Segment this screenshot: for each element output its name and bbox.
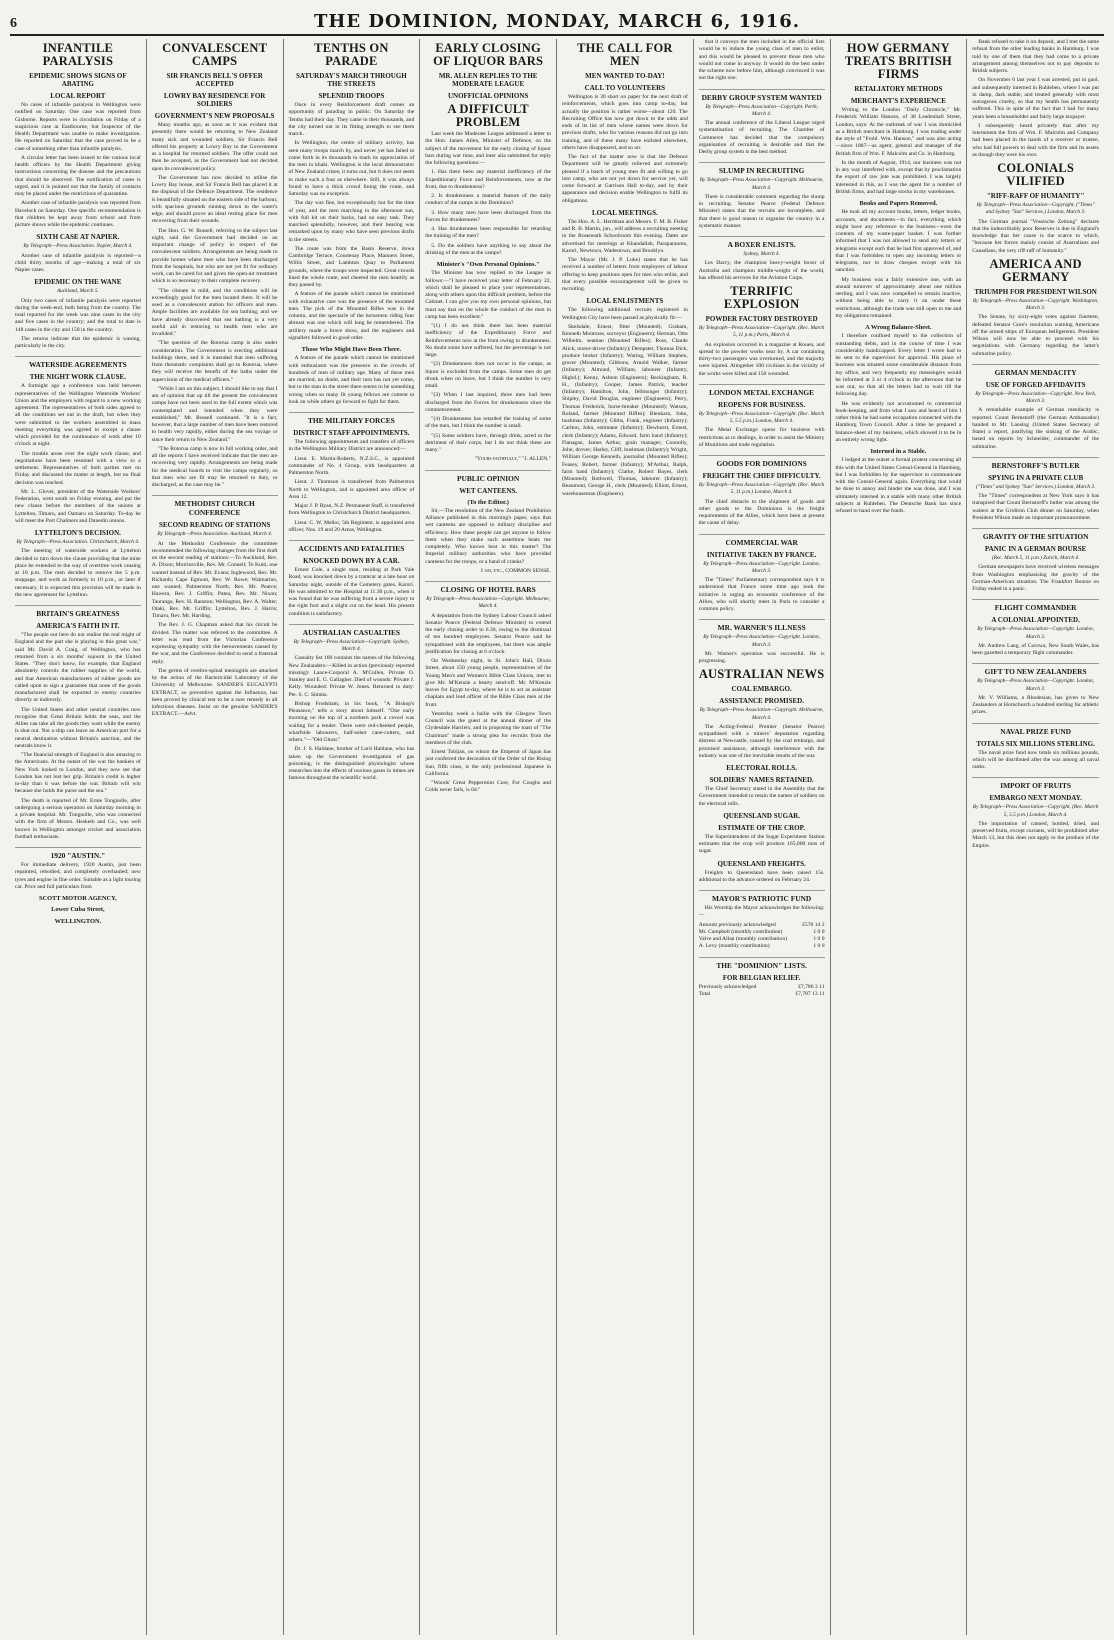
subheading: ASSISTANCE PROMISED. <box>719 697 804 706</box>
byline: By Telegraph—Press Association—Copyright. London, March 3. <box>703 634 821 648</box>
paragraph: The meeting of waterside workers at Lyttelton decided to turn down the clause providing that the mine place be extended to the way of overtime work ceasing at 10 p.m. The men decided to remove the 5 p.m. stoppage, and work as formerly to 10 p.m., or later if necessary. It is expected this provision will be made in the new agreement for Lyttelton. <box>15 548 141 598</box>
paragraph: A fortnight ago a conference was held between representatives of the Wellington Waterside Workers' Union and the employers with regard to a new working agreement. The representatives of both sides agreed to all the conditions set out in the draft, but when they were submitted to the workers assembled in mass meeting everything was agreed to except a clause which provided for the continuance of work after 10 o'clock at night. <box>15 383 141 448</box>
byline: By Telegraph—Press Association—Copyright. New York, March 3. <box>975 390 1097 404</box>
paragraph: A feature of the parade which cannot be mentioned with enthusiasm was the presence in the crowds of hundreds of men of military age. Many of these men are married, no doubt, and their turn has not yet come, but to the man in the street there seems to be something wrong when so many fit young fellows are content to look on while others go forward to fight for them. <box>288 355 415 405</box>
headline: CONVALESCENT CAMPS <box>162 41 268 68</box>
byline: By Telegraph—Press Association. Christchurch, March 4. <box>16 539 140 545</box>
section-heading: GOODS FOR DOMINIONS <box>699 455 825 468</box>
byline: By Telegraph—Press Association—Copyright. Melbourne, March 4. <box>699 707 824 721</box>
paragraph: At the Methodist Conference the committee recommended the following changes from the first draft on the second reading of stations:—To Auckland, Rev. A. Dixon; Morrinsville, Rev. Mr. Connell; Te Kuiti, one wanted instead of Rev. Mr. Evans; Inglewood, Rev. Mr. Richards; Cape Egmont, Rev. W. Rowe; Waimarino, one wanted; Palmerston North, Rev. Mr. Pearce; Hawera, Rev. J. Griffin; Patea, Rev. Mr. Nixon; Tauranga, Rev. H. Ranston; Wellington, Rev. A. Walter; Otaki, Rev. Mr. Griffin; Lyttelton, Rev. J. Harris; Timaru, Rev. Mr. Harding. <box>151 540 278 619</box>
paragraph: The following appointments and transfers of officers in the Wellington Military District are announced:— <box>288 439 415 453</box>
paragraph: I subsequently heard privately that after my internment the firm of Wm. F. Malcolm and Company had been placed in the hands of a receiver or trustee, who had full powers to deal with the firm and its assets as though they were his own. <box>972 122 1099 158</box>
paragraph: The trouble arose over the night work clause, and negotiations have been resumed with a view to a settlement. Representatives of both parties met on Friday and discussed the matter at length, but no final decision was reached. <box>15 450 141 486</box>
subheading: SIR FRANCIS BELL'S OFFER ACCEPTED <box>166 72 263 88</box>
table-row <box>699 991 825 998</box>
paragraph: My business was a fairly extensive one, with an annual turnover of approximately about one million sterling, and I was now compelled to remain inactive, without being able to carry it on under these restrictions, although the trade was still open to me and my obligations remained. <box>835 276 962 319</box>
paragraph: A circular letter has been issued to the various local health officers by the Health Department giving instructions concerning the disease and the precautions that should be observed. The notification of cases is urged, and it is pointed out that the family of contacts may be placed under the restrictions of quarantine. <box>15 154 141 197</box>
byline: By Telegraph—Press Association—Copyright. London, March 3. <box>703 560 821 574</box>
paragraph: Skelsdale, Ernest, fitter (Mounted); Graham, Kenneth Montrose, surveyor (Engineers); Herman, Otto Wilhelm, seaman (Mounted Rifles); Ross, Claude Alick, motor-driver (Infantry); Dempster, Thomas Dick, produce broker (Infantry); Waring, William Stephen, grocer (Mounted); Gibbons, Arnold Walker, farmer (Infantry); Almond, William, labourer (Infantry, Highd.); Kenny, Ashton (Engineers); Beckingham, R. H., (Infantry); Cooper, James Patrick, teacher (Infantry); Hamilton, John, fellmonger (Infantry); Shipley, David Douglas, engineer (Engineers); Perry, Thomas Frederick, horse-breaker (Mounted); Watson, Roland, farmer (Mounted Rifles); Blenkarn, John, bushman (Infantry); Gibbs, Frank, engineer (Infantry); Carlton, John, estimator (Infantry); Dewhurst, Ernest, clerk (Infantry); Adams, Edward, farm hand (Infantry); Flanagan, James Arthur, grain manager; Connolly, John, drover; Harley, Cliff, bushman (Infantry); Wright, William George Kenneth, journalist (Mounted Rifles); Feasey, Robert, farmer (Infantry); M'Arthur, Ralph, farm hand (Infantry); Clarke, Robert Bayes, clerk (Mounted); Rothwell, Thomas, labourer (Infantry); Beaumont, George H., clerk (Mounted); Elliott, Ernest, warehouseman (Engineers). <box>562 323 688 497</box>
headline: THE CALL FOR MEN <box>577 41 673 68</box>
column-7 <box>831 39 968 1635</box>
subheading: SATURDAY'S MARCH THROUGH THE STREETS <box>296 72 407 88</box>
paragraph: "(2) Drunkenness does not occur in the camps, as liquor is excluded from the camps. Some men do get drunk when on leave, but I think the number is very small. <box>425 361 551 389</box>
paragraph: The following additional recruits registered in Wellington City have been passed as physically fit:— <box>562 307 688 321</box>
paragraph: Bishop Frodsham, in his book, "A Bishop's Pleasance," tells a story about himself. "One early morning on the top of a northern park a crowd was waiting for a tender. There were red-cheeked people, wharfside labourers, half-sober cane-cutters, and others."—"Old Ghost." <box>288 700 415 743</box>
paragraph: The Hon. G. W. Russell, referring to the subject last night, said the Government had decided on an important change of policy in respect of the convalescent soldiers. Arrangements are being made to provide homes where men who have been discharged from the hospitals, but who are not yet fit for ordinary work, can be cared for and given the open-air treatment which is so necessary to their complete recovery. <box>151 227 278 285</box>
minor-heading: WELLINGTON. <box>54 917 102 925</box>
subheading: EPIDEMIC ON THE WANE <box>34 278 122 287</box>
paragraph: "The people out here do not realise the real might of England and the part she is playing in this great war," said Mr. David A. Craig, of Wellington, who has returned from a six months' sojourn in the United States. "They don't know, for example, that England absolutely controls the rubber supplies of the world, and that American manufacturers of rubber goods are called upon to sign a guarantee that none of the goods manufactured shall be exported to enemy countries directly or indirectly. <box>15 632 141 704</box>
subheading: SOLDIERS' NAMES RETAINED. <box>709 776 814 784</box>
section-heading: GRAVITY OF THE SITUATION <box>972 528 1099 541</box>
paragraph: The day was fine, but exceptionally hot for the time of year, and the men marching in the afternoon sun, with full kit on their backs, had no easy task. They marched splendidly, however, and their bearing was remarked upon by many who have seen previous drafts in the streets. <box>288 200 415 243</box>
paragraph: The Government has now decided to utilise the Lowry Bay house, and Sir Francis Bell has placed it at the disposal of the Defence Department. The residence is beautifully situated on the eastern side of the harbour, with spacious grounds running down to the water's edge, and should prove an ideal resting place for men recovering from their wounds. <box>151 174 278 225</box>
paragraph: "(5) Some soldiers have, through drink, acted to the detriment of their corps, but I do not think these are many." <box>425 432 551 453</box>
paragraph: Ernest Tobijan, on whom the Emperor of Japan has just conferred the decoration of the Order of the Rising Sun, fifth class, is the only professional Japanese in California. <box>425 749 551 777</box>
section-heading: BERNSTORFF'S BUTLER <box>972 457 1099 470</box>
paragraph: "While I am on this subject, I should like to say that I am of opinion that up till the present the convalescent camps have not been used to the full extent which was contemplated and intended when they were established," Mr. Russell continued. "It is a fact, however, that a large number of men have been restored to health very rapidly, either during the sea voyage or since their return to New Zealand." <box>151 385 278 443</box>
subheading: MR. ALLEN REPLIES TO THE MODERATE LEAGUE <box>438 72 538 88</box>
byline: By Telegraph—Press Association—Copyright. (Rec. March 5, 5.5 p.m.) London, March 4. <box>972 804 1099 818</box>
paragraph: Mr. Andrew Lang, of Corowa, New South Wales, has been gazetted a temporary flight commander. <box>972 642 1099 656</box>
paragraph: The naval prize fund now totals six millions pounds, which will be distributed after the war among all naval ranks. <box>972 749 1099 770</box>
row-value: £7,786 3 11 <box>798 983 825 990</box>
table-row <box>699 929 825 936</box>
subheading: EPIDEMIC SHOWS SIGNS OF ABATING <box>29 72 127 88</box>
subheading: POWDER FACTORY DESTROYED <box>705 315 818 323</box>
byline: By Telegraph—Press Association—Copyright. Melbourne, March 4. <box>426 596 551 610</box>
paragraph: "(4) Drunkenness has retarded the training of some of the men, but I think the number is small. <box>425 416 551 430</box>
subheading: RETALIATORY METHODS <box>854 85 943 93</box>
paragraph: 5. Do the soldiers have anything to say about the drinking of the men at the camps? <box>425 242 551 256</box>
paragraph: "The financial strength of England is also amazing to the Americans. At the outset of the war the bankers of New York looked to London, and they now see that London has not lost her grip. Britain's credit is higher to-day than it was before the war. Britain will win because she holds the purse and the sea." <box>15 752 141 795</box>
paragraph: "(1) I do not think there has been material inefficiency of the Expeditionary Force and Reinforcements now at the front owing to drunkenness. No doubt some have suffered, but the percentage is not large. <box>425 323 551 358</box>
section-heading: 1920 "AUSTIN." <box>15 847 141 860</box>
subheading: MERCHANT'S EXPERIENCE <box>850 97 946 105</box>
paragraph: The Acting-Federal Premier (Senator Pearce) sympathised with a miners' deputation regarding distress at Newcastle, caused by the coal embargo, and promised assistance, although interference with the industry was one of the inevitable results of the war. <box>698 723 825 759</box>
paragraph: Major J. P. Ryan, N.Z. Permanent Staff, is transferred from Wellington to Christchurch District headquarters. <box>288 503 415 517</box>
byline: By Telegraph—Press Association—Copyright. Perth, March 4. <box>705 103 818 117</box>
byline: By Telegraph—Press Association. Auckland, March 4. <box>157 531 273 538</box>
paragraph: Last week the Moderate League addressed a letter to the Hon. James Allen, Minister of Defence, on the subject of the movement for the early closing of liquor bars during war time, and inter alia submitted for reply the following questions:— <box>425 131 551 166</box>
column-8 <box>967 39 1104 1635</box>
paragraph: On Wednesday night, in St. John's Hall, Dixon Street, about 150 young people, representatives of the Young Men's and Women's Bible Class Unions, met to give Mr. M'Kenzie a hearty send-off. Mr. M'Kenzie leaves for Egypt to-day, where he is to act as assistant chaplain and lead officer of the Bible Class men at the front. <box>425 658 551 708</box>
headline: INFANTILE PARALYSIS <box>42 41 114 68</box>
paragraph: Only two cases of infantile paralysis were reported during the week-end, both being from the country. The total reported for the week was nine cases in the city and five cases in the country; and the total to date is 148 cases in the city and 158 in the country. <box>15 297 141 333</box>
table-row <box>699 984 825 991</box>
headline: TERRIFIC EXPLOSION <box>723 284 800 311</box>
subheading: EMBARGO NEXT MONDAY. <box>989 794 1082 803</box>
minor-heading: SCOTT MOTOR AGENCY, <box>38 895 117 902</box>
paragraph: No cases of infantile paralysis in Wellington were notified on Saturday. One case was reported from Gisborne. Reports were in circulation on Friday of a suspicious case at Eastbourne, but Inspector of the Health Department was unable to make investigation. He reported on Saturday that the case proved to be a case of something other than infantile paralysis. <box>15 102 141 152</box>
paragraph: The Hon. A. L. Herdman and Messrs. F. M. B. Fisher and R. B. Martin, jun., will address a recruiting meeting in the Roseneath Schoolroom this evening. Dates are advertised for meetings at Khandallah, Paraparaumu, Karori, Newtown, Wadestown, and Brooklyn. <box>562 218 688 254</box>
subheading: PANIC IN A GERMAN BOURSE <box>984 545 1087 553</box>
paragraph: Lieut. E. Martin-Roberts, N.Z.S.C., is appointed commander of No. 4 Group, with headquarters at Palmerston North. <box>288 455 415 476</box>
paragraph: The "Times" correspondent at New York says it has transpired that Count Bernstorff's butler was among the waiters at the Gridiron Club dinner on Saturday, when President Wilson made an important pronouncement. <box>972 493 1099 521</box>
section-heading: SLUMP IN RECRUITING <box>699 162 825 175</box>
headline: HOW GERMANY TREATS BRITISH FIRMS <box>844 41 952 81</box>
byline: By Telegraph—Press Association—Copyright. London, March 3. <box>977 626 1095 640</box>
section-heading: METHODIST CHURCH CONFERENCE <box>152 495 278 517</box>
paragraph: I therefore confined myself to the collection of outstanding debts, and in the course of time I was considerably handicapped. Every letter I wrote had to be sent to the supervisor for approval. His place of business was situated some considerable distance from my office, and very frequently my messengers would be informed at 3 or 4 o'clock in the afternoon that he was out, so that all the letters had to wait till the following day. <box>835 333 962 398</box>
table-row <box>699 943 825 950</box>
paragraph: The annual conference of the Liberal League urged systematisation of recruiting. The Chamber of Commerce has decided that the compulsory organisation of recruiting is desirable and that the Derby group system is the best method. <box>698 120 825 155</box>
paragraph: "(3) When I last inquired, three men had been discharged from the Forces for drunkenness since the commencement. <box>425 392 551 413</box>
row-label: Valve and Allan (monthly contribution) <box>698 936 787 942</box>
section-heading: WATERSIDE AGREEMENTS <box>15 356 141 369</box>
row-label: A. Levy (monthly contribution) <box>698 943 770 950</box>
subheading: THE NIGHT WORK CLAUSE. <box>29 373 126 382</box>
signature: "Yours faithfully," "J. ALLEN." <box>474 456 551 463</box>
paragraph: The fact of the matter now is that the Defence Department will be greatly relieved and extremely pleased if a batch of young men fit and willing to go into camp, who are not yet down for service yet, will come forward at Garrison Hall to-day, and by their appearance and decision enable Wellington to fulfil its obligations. <box>562 154 688 204</box>
headline: COLONIALS VILIFIED <box>997 161 1075 188</box>
column-5 <box>557 39 694 1635</box>
subheading: LOWRY BAY RESIDENCE FOR SOLDIERS <box>163 92 266 108</box>
paragraph: Once in every Reinforcement draft comes an opportunity of parading in public. On Saturday the Tenths had their day. They came in their thousands, and the city turned out in its fitting strength to see them march. <box>288 102 415 137</box>
section-heading: THE MILITARY FORCES <box>289 412 415 425</box>
section-heading: CLOSING OF HOTEL BARS <box>425 581 551 594</box>
section-heading: IMPORT OF FRUITS <box>972 777 1099 790</box>
subheading: ELECTORAL ROLLS. <box>726 764 797 772</box>
section-heading: LONDON METAL EXCHANGE <box>699 384 825 397</box>
subheading: COAL EMBARGO. <box>731 685 792 694</box>
subheading: FREIGHT THE CHIEF DIFFICULTY. <box>702 472 821 480</box>
subheading: USE OF FORGED AFFIDAVITS <box>985 380 1086 389</box>
byline: By Telegraph—Press Association—Copyright. (Rec. March 5, 11 p.m.) London, March 4. <box>698 482 825 496</box>
byline: (Rec. March 5, 11 p.m.) Zurich, March 4. <box>991 555 1080 561</box>
paragraph: The German journal "Vossische Zeitung" declares that the indescribably poor Reserves is due to England's knowledge that her cause is the scarce to which, "because her forces mainly consist of Australians and Canadians, the very riff-raff of humanity." <box>972 218 1099 254</box>
subheading: UNOFFICIAL OPINIONS <box>447 92 529 100</box>
paragraph: He was evidently not accustomed to commercial book-keeping, and from what I saw and heard of him I rather think he had some occupation connected with the Hamburg Town Council. After a time he prepared a balance-sheet of my business, which showed it to be in an entirely wrong light. <box>835 400 962 443</box>
paragraph: 4. Has drunkenness been responsible for retarding the training of the men? <box>425 226 551 240</box>
subheading: REOPENS FOR BUSINESS. <box>718 400 806 409</box>
subheading: SPLENDID TROOPS <box>318 92 385 100</box>
subheading: SECOND READING OF STATIONS <box>158 521 271 530</box>
section-heading: COMMERCIAL WAR <box>699 534 825 547</box>
paragraph: that it conveys the men included in the official lists would be to induce the young class of men to enlist, and this would be pleased to prevent those men who would not come in anyway. It would do the best under the scheme now before him, although convinced it was not the right one. <box>698 39 825 82</box>
section-heading: AUSTRALIAN CASUALTIES <box>289 624 415 637</box>
column-4 <box>420 39 557 1635</box>
paragraph: The "Times" Parliamentary correspondent says it is understood that France some time ago took the initiative in urging an economic conference of the Allies, who will shortly meet in Paris to consider a common policy. <box>698 577 825 612</box>
paragraph: The returns indicate that the epidemic is waning, particularly in the city. <box>15 335 141 349</box>
row-value: 1 0 0 <box>813 943 825 950</box>
minor-heading: Interned in a Stable. <box>870 448 927 455</box>
subheading: GOVERNMENT'S NEW PROPOSALS <box>154 112 275 120</box>
paragraph: Writing to the London "Daily Chronicle," Mr. Frederick William Hanson, of 38 Leadenhall Street, London, says: At the outbreak of war I was domiciled as a British merchant in Hamburg. I was trading under the style of "Frobl. Wm. Hanson," and was also acting—since 1887—as agent, general and manager of the British firm of Wm. F. Malcolm and Co. in Hamburg. <box>835 107 962 157</box>
newspaper-title: THE DOMINION, MONDAY, MARCH 6, 1916. <box>313 11 801 32</box>
paragraph: The Rev. J. G. Chapman asked that his circuit be divided. The matter was referred to the committee. A letter was read from the Victorian Conference expressing sympathy with the bereavements caused by the war, and the Conference decided to send a fraternal reply. <box>151 622 278 665</box>
minor-heading: A Wrong Balance-Sheet. <box>865 324 932 331</box>
row-label: Previously acknowledged <box>698 983 757 990</box>
row-value: £570 14 2 <box>802 921 825 928</box>
paragraph: Freights to Queensland have been raised 15s. additional to the advance ordered on February 24. <box>698 869 825 883</box>
subheading: WET CANTEENS. <box>459 486 518 495</box>
paragraph: 3. How many men have been discharged from the Forces for drunkenness? <box>425 209 551 223</box>
subheading: SIXTH CASE AT NAPIER. <box>36 233 120 242</box>
paragraph: Another case of infantile paralysis was reported from Havelock on Saturday. One specific recommendation is that children be kept away from school and from picture shows while the epidemic continues. <box>15 200 141 228</box>
paragraph: Mr. V. Williams, a Rhodesian, has given to New Zealanders at Hornchurch a hundred sterling for athletic prizes. <box>972 694 1099 716</box>
minor-heading: Books and Papers Removed. <box>859 200 938 207</box>
paragraph: Wellington is 30 short on paper for the next draft of reinforcements, which goes into camp to-day, but actually the position is rather worse—about 120. The Recruiting Office has now got down to the odds and ends of its list of men whose names were down for previous drafts, who for various reasons did not go into training, and of these many have enlisted elsewhere, others have disappeared, and so on. <box>562 94 688 151</box>
paragraph: A deputation from the Sydney Labour Council asked Senator Pearce (Federal Defence Minister) to extend the early closing order to 6.30, owing to the dismissal of ten hundred employees. Senator Pearce said he sympathised with the employees, but there was ample justification for closing at 6 o'clock. <box>425 612 551 655</box>
row-label: Mr. Campbell (monthly contribution) <box>698 928 783 935</box>
paragraph: "The Rotorua camp is now in full working order, and all the reports I have received indicate that the men are recovering very rapidly. Arrangements are being made for the medical boards to visit the camps regularly, so that men who are fit may be returned to duty, or discharged, as the case may be." <box>151 445 278 488</box>
paragraph: Mr. L. Glover, president of the Waterside Workers' Federation, went south on Friday evening, and put the new clause before the members of the unions at Lyttelton, Timaru, and Oamaru on Saturday. To-day he will meet the Port Chalmers and Dunedin unions. <box>15 488 141 524</box>
paragraph: The United States and other neutral countries now recognise that Great Britain holds the seas, and the Allies can take all the goods they want while the enemy is shut out. Not a ship can leave an American port for a neutral destination without Britain's sanction, and the neutrals know it. <box>15 706 141 749</box>
column-3 <box>284 39 421 1635</box>
subheading: A COLONIAL APPOINTED. <box>991 616 1080 625</box>
row-label: Amount previously acknowledged <box>698 921 776 928</box>
section-heading: GIFT TO NEW ZEALANDERS <box>972 663 1099 676</box>
paragraph: I lodged at the outset a formal protest concerning all this with the United States Consul-General in Hamburg, but I was forbidden by the supervisor to communicate with the Consul-General again. Everything that could be done to annoy and hinder me was done, and I was ultimately interned in a stable with many other British subjects at Ruhleben. The Deutsche Bank has since refused to hand over the funds. <box>835 457 962 514</box>
subheading: QUEENSLAND SUGAR. <box>723 811 800 820</box>
byline: By Telegraph—Press Association—Copyright. Sydney, March 4. <box>293 638 410 652</box>
paragraph: 2. Is drunkenness a material feature of the daily conduct of the camps in the Dominion? <box>425 193 551 207</box>
paragraph: The Metal Exchange opens for business with restrictions as to dealings, in order to assist the Ministry of Munitions and trade regulation. <box>698 427 825 448</box>
paragraph: The germs of cerebro-spinal meningitis are attacked by the action of the Bactericidal Laboratory of the University of Melbourne. SANDER'S EUCALYPTI EXTRACT, so preventive against the Influenza, has been proved by clinical test to be a sure remedy in all infectious diseases. Insist on the genuine SANDER'S EXTRACT.—Advt. <box>151 667 278 718</box>
headline: A DIFFICULT PROBLEM <box>447 102 529 129</box>
paragraph: On November 6 last year I was arrested, put in gaol, and subsequently interned in Ruhleben, where I was put in damp, dark stable, and treated generally with most outrageous cruelty, so that my health has permanently suffered. This in spite of the fact that I had for many years been a householder and fairly large taxpayer. <box>972 77 1099 120</box>
section-heading: DERBY GROUP SYSTEM WANTED <box>699 89 825 102</box>
section-heading: MAYOR'S PATRIOTIC FUND <box>699 890 825 903</box>
paragraph: "The question of the Rotorua camp is also under consideration. The Government is erecting additional buildings there, and it is intended that men suffering from rheumatic complaints shall go to Rotorua, where they will receive the benefit of the baths under the supervision of the medical officers." <box>151 340 278 383</box>
section-heading: NAVAL PRIZE FUND <box>972 723 1099 736</box>
subheading: SPYING IN A PRIVATE CLUB <box>988 473 1084 482</box>
paragraph: In Wellington, the centre of military activity, has seen many troops march by, and never yet has failed to come forth in its thousands to mark its appreciation of the men in khaki. Wellington is the local demonstrator of New Zealand crises; it turns out, but it does not seem to make such a fuss as elsewhere. Still, it was always found to have a thick crowd lining the route, and Saturday was no exception. <box>288 140 415 197</box>
subheading: "RIFF-RAFF OF HUMANITY" <box>986 192 1085 200</box>
paragraph: Les Darcy, the champion heavy-weight boxer of Australia and champion middle-weight of the world, has offered his services for the Aviation Corps. <box>698 260 825 281</box>
subheading: KNOCKED DOWN BY A CAR. <box>303 557 400 565</box>
section-heading: GERMAN MENDACITY <box>972 364 1099 377</box>
row-value: £7,787 13 11 <box>795 990 825 997</box>
column-6 <box>694 39 831 1635</box>
paragraph: The route was from the Basin Reserve, down Cambridge Terrace, Courtenay Place, Manners Street, Willis Street, and Lambton Quay to Parliament grounds, where the troops were inspected. Great crowds lined the whole route, and cheered the men heartily as they passed by. <box>288 245 415 288</box>
byline: By Telegraph—Press Association—Copyright. Washington, March 3. <box>972 297 1099 311</box>
paragraph: The death is reported of Mr. Ernie Tongnolle, after undergoing a serious operation on Saturday morning in a private hospital. Mr. Tongnolle, who was connected with the firm of Messrs. Hesketh and Co., was well known in Wellington amongst cricket and association football enthusiasts. <box>15 797 141 840</box>
paragraph: Ernest Cole, a single man, residing at Park Vale Road, was knocked down by a tramcar at a late hour on Saturday night, outside of the Cemetery gates, Karori. He was admitted to the Hospital at 11.30 p.m., when it was found that he was suffering from a severe injury to the right foot and a slight cut on the head. His present condition is satisfactory. <box>288 567 415 617</box>
column-1 <box>10 39 147 1635</box>
columns <box>10 39 1104 1635</box>
paragraph: The Senate, by sixty-eight votes against fourteen, defeated Senator Gore's resolution warning Americans off the armed ships of European belligerents. President Wilson will now be able to proceed with his negotiations with Germany regarding the latter's submarine policy. <box>972 314 1099 357</box>
subheading: LOCAL MEETINGS. <box>592 208 658 217</box>
paragraph: There is considerable comment regarding the slump in recruiting. Senator Pearce (Federal Defence Minister) states that the recruits are incomplete, and that there is good reason to organise the country in a systematic manner. <box>698 193 825 229</box>
section-heading: ACCIDENTS AND FATALITIES <box>289 540 415 553</box>
paragraph: He took all my account books, letters, ledger books, accounts, and documents—in fact, everything which might have any reference to the business—even the contents of my waste-paper basket. I was further informed that I was not allowed to send any letters or telegrams except such that he had first approved of, and that I was forbidden to open any incoming letters or telegrams, nor to draw cheques except with his sanction. <box>835 209 962 274</box>
minor-heading: Minister's "Own Personal Opinions." <box>436 261 540 268</box>
byline: By Telegraph—Press Association—Copyright. (Rec. March 5, 11 p.m.) Paris, March 4. <box>698 325 825 339</box>
paragraph: For immediate delivery, 1920 Austin, just been repainted, rebodied, and completely overhauled; new tyres and engine in fine order. Suitable as a light touring car. Price and full particulars from <box>15 862 141 890</box>
paragraph: A feature of the parade which cannot be mentioned with exhaustive care was the presence of the mounted men. The pick of the Mounted Rifles was in the column, and the spectacle of the horsemen riding four abreast was one which will long be remembered. The artillery made a brave show, and the engineers and signallers followed in good order. <box>288 291 415 341</box>
paragraph: His Worship the Mayor acknowledges the following:— <box>698 905 825 919</box>
byline: By Telegraph—Press Association. Napier, March 4. <box>23 243 133 250</box>
byline: By Telegraph—Press Association—Copyright. ("Times" and Sydney "Sun" Services.) London, March 3. <box>976 202 1095 216</box>
paragraph: Mr. Warner's operation was successful. He is progressing. <box>698 650 825 664</box>
subheading: LOCAL REPORT <box>50 92 106 100</box>
section-heading: BRITAIN'S GREATNESS <box>15 605 141 618</box>
paragraph: Yesterday week a bailie with the Glasgow Town Council was the guest at the annual dinner of the Clydesdale Harriers, and in proposing the toast of "The Chairman" made a strong plea for recruits from the members of the club. <box>425 710 551 746</box>
page-number: 6 <box>10 16 17 31</box>
paragraph: "The climate is mild, and the conditions will be exceedingly good for the men located there. It will be used as a convalescent station for officers and men. Ample facilities are available for sea bathing, and we have already discovered that sea bathing is a very useful aid in restoring to health men who are invalided." <box>151 287 278 337</box>
byline: By Telegraph—Press Association—Copyright. (Rec. March 5, 5.5 p.m.) London, March 4. <box>698 410 825 424</box>
paragraph: The Mayor (Mr. J. P. Luke) states that he has received a number of letters from employers of labour offering to keep positions open for men who enlist, and that every possible encouragement will be given to recruiting. <box>562 257 688 292</box>
row-value: 1 0 0 <box>813 928 825 935</box>
subheading: AMERICA'S FAITH IN IT. <box>36 622 120 630</box>
row-label: Total <box>698 990 711 997</box>
subheading: MEN WANTED TO-DAY! <box>585 72 665 80</box>
subheading: INITIATIVE TAKEN BY FRANCE. <box>706 550 817 559</box>
section-heading: FLIGHT COMMANDER <box>972 599 1099 612</box>
subheading: CALL TO VOLUNTEERS <box>584 84 666 92</box>
section-heading: A BOXER ENLISTS. <box>699 236 825 249</box>
headline: TENTHS ON PARADE <box>314 41 389 68</box>
paragraph: The Minister has now replied to the League as follows:—"I have received your letter of February 22, which shall be pleased to place your representations, along with others upon this difficult problem, before the Cabinet. I can give you my own personal opinions, but must say that on the whole the conduct of the men in camp has been excellent." <box>425 270 551 320</box>
subheading: TOTALS SIX MILLIONS STERLING. <box>976 739 1095 748</box>
subheading: FOR BELGIAN RELIEF. <box>722 973 801 982</box>
paragraph: Lieut. C. W. Mellor, 5th Regiment, is appointed area officer, Nos. 19 and 20 Areas, Wellington. <box>288 519 415 533</box>
paragraph: In the month of August, 1914, our business was not in any way interfered with, except that by proclamation the export of raw jute was prohibited. I was largely interested in this, as I was the agent for a number of British firms, and had large stocks in my warehouses. <box>835 159 962 195</box>
paragraph: The chief obstacle to the shipment of goods and other goods to the Dominions is the freight requirements of the Allies, which have been at present the cause of delay. <box>698 498 825 527</box>
paragraph: Another case of infantile paralysis is reported—a child thirty months of age—making a total of six Napier cases. <box>15 252 141 273</box>
byline: By Telegraph—Press Association—Copyright. Melbourne, March 4. <box>699 177 824 191</box>
byline: Sydney, March 4. <box>743 251 780 257</box>
section-heading: THE "DOMINION" LISTS. <box>699 957 825 970</box>
signature: I am, etc., COMMON SENSE. <box>481 567 551 574</box>
paragraph: An explosion occurred in a magazine at Rouen, and spread to the powder works near by. A car containing thirty-two passengers was overturned, and the majority were injured. Altogether 100 civilians in the vicinity of the works were killed and 150 wounded. <box>698 341 825 377</box>
paragraph: The importation of canned, bottled, dried, and preserved fruits, except currants, will be prohibited after March 13, but this does not apply to the produce of the Empire. <box>972 820 1099 849</box>
headline: AMERICA AND GERMANY <box>989 256 1082 284</box>
paragraph: Bank refused to take it on deposit, and I met the same refusal from the other leading banks in Hamburg. I was told by one of them that they had come to a private arrangement among themselves not to pay deposits to British subjects. <box>972 39 1099 74</box>
headline: EARLY CLOSING OF LIQUOR BARS <box>433 41 544 68</box>
section-heading: MR. WARNER'S ILLNESS <box>699 619 825 632</box>
subheading: LOCAL ENLISTMENTS <box>586 297 664 306</box>
minor-heading: Lower Cuba Street, <box>51 906 105 914</box>
section-heading: PUBLIC OPINION <box>425 470 551 483</box>
paragraph: The Chief Secretary stated in the Assembly that the Government intended to retain the names of soldiers on the electoral rolls. <box>698 786 825 807</box>
subheading: DISTRICT STAFF APPOINTMENTS. <box>293 429 410 437</box>
masthead <box>10 6 1104 36</box>
minor-heading: (To the Editor.) <box>467 498 509 506</box>
paragraph: German newspapers have received wireless messages from Washington emphasising the gravity of the German-American situation. The Frankfort Bourse on Friday ended in a panic. <box>972 564 1099 592</box>
row-value: 1 0 0 <box>813 936 825 942</box>
byline: Auckland, March 5. <box>56 288 99 295</box>
column-2 <box>147 39 284 1635</box>
paragraph: 1. Has there been any material inefficiency of the Expeditionary Force and Reinforcements, now at the front, due to drunkenness? <box>425 169 551 190</box>
byline: ("Times" and Sydney "Sun" Services.) London, March 3. <box>975 483 1096 490</box>
headline: AUSTRALIAN NEWS <box>698 667 825 682</box>
paragraph: The Superintendent of the Sugar Experiment Station estimates that the crop will produce 165,000 tons of sugar. <box>698 833 825 855</box>
subheading: ESTIMATE OF THE CROP. <box>718 823 805 832</box>
paragraph: Many months ago, as soon as it was evident that presently there would be returning to New Zealand many sick and wounded soldiers, Sir Francis Bell offered his property at Lowry Bay to the Government as a hospital for returned soldiers. The offer could not then be accepted, as the Government had not decided upon its convalescent policy. <box>151 122 278 172</box>
paragraph: "Woods' Great Peppermint Cure, For Coughs and Colds never fails, is 6d." <box>425 780 551 794</box>
subheading: TRIUMPH FOR PRESIDENT WILSON <box>974 287 1097 296</box>
subheading: QUEENSLAND FREIGHTS. <box>717 859 806 868</box>
paragraph: A remarkable example of German mendacity is reported. Count Bernstorff (the German Ambassador) handed to Mr. Lansing (United States Secretary of State) a report, justifying the sinking of the Arabic, based on reports by Schneider, commander of the submarine. <box>972 407 1099 450</box>
byline: By Telegraph—Press Association—Copyright. London, March 3. <box>977 678 1095 692</box>
paragraph: Sir,—The resolution of the New Zealand Prohibition Alliance published in this morning's paper, says that wet canteens are opposed to military discipline and efficiency. How these people can get anyone to follow them when they make such assertions beats me completely. Who knows best in this matter? The Imperial military authorities who have provided canteens for the troops, or a band of cranks? <box>425 507 551 565</box>
table-row <box>699 922 825 929</box>
minor-heading: Those Who Might Have Been There. <box>301 346 402 353</box>
subheading: LYTTELTON'S DECISION. <box>34 529 121 537</box>
paragraph: Casualty list 160 contains the names of the following New Zealanders:—Killed in action (previously reported missing): Lance-Corporal A. M'Cullen, Private O. Stanley and E. G. Gallagher. Died of wounds: Private J. Kelly. Wounded: Private W. Jones. Returned to duty: Pte. S. C. Simms. <box>288 655 415 698</box>
paragraph: Dr. J. S. Haldane, brother of Lord Haldane, who has taken up the Government investigation of gas poisoning, is the distinguished physiologist whose researches into the effects of noxious gases in mines are famous throughout the scientific world. <box>288 746 415 782</box>
paragraph: Lieut. J. Thomson is transferred from Palmerston North to Wellington, and is appointed area officer of Area 12. <box>288 479 415 500</box>
